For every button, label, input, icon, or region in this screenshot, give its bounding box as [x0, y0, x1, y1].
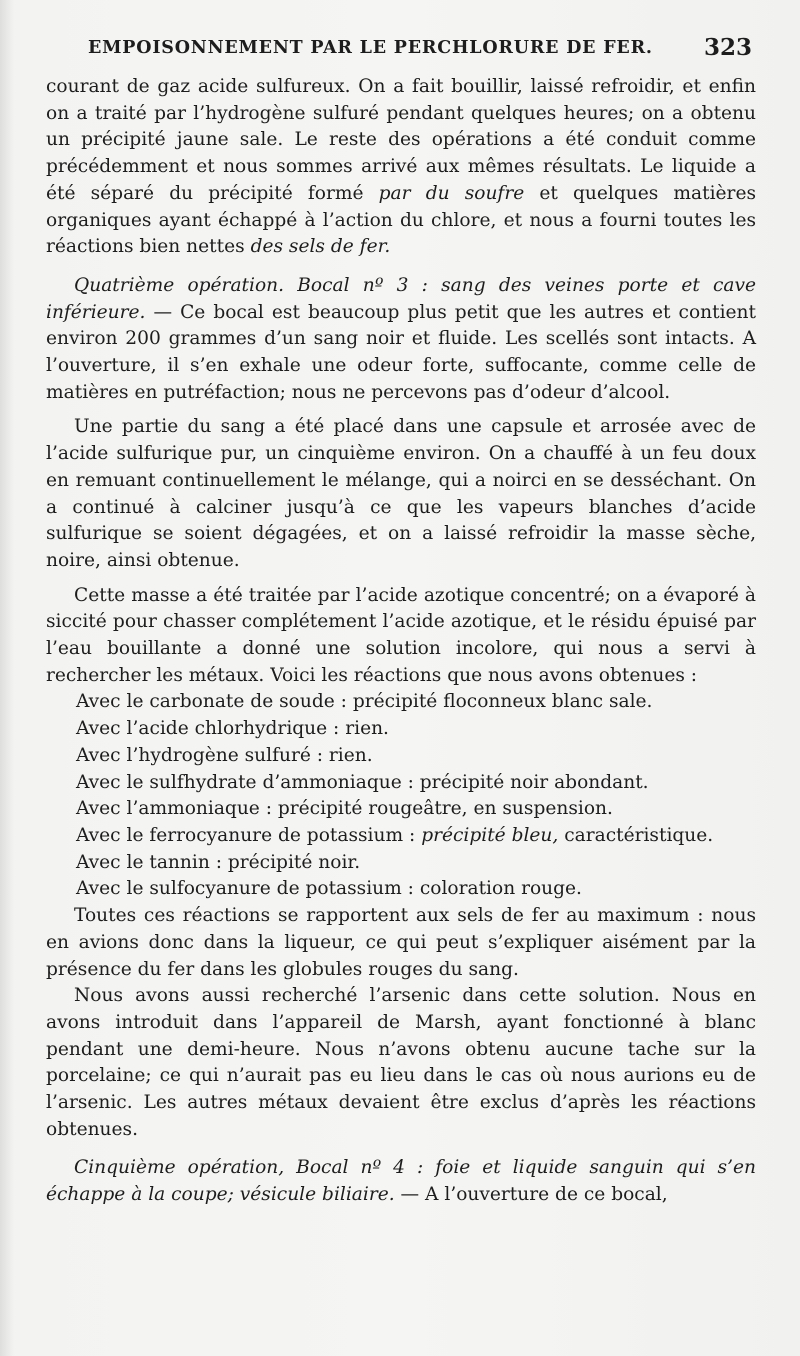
reaction-item: Avec le sulfocyanure de potassium : coloration rouge.	[76, 878, 582, 900]
reaction-item: Avec l’acide chlorhydrique : rien.	[76, 718, 389, 740]
paragraph-3: Une partie du sang a été placé dans une capsule et arrosée avec de l’acide sulfurique pur, un cinquième environ. On a chauffé à un feu doux en remuant continuellement le mélange, qui a noirci en se desséchant. On a continué à calciner jusqu’à ce que les vapeurs blanches d’acide sulfurique se soient dégagées, et on a laissé refroidir la masse sèche, noire, ainsi obtenue.	[46, 416, 756, 571]
paragraph-4: Cette masse a été traitée par l’acide azotique concentré; on a évaporé à siccité pour chasser complétement l’acide azotique, et le résidu épuisé par l’eau bouillante a donné une solution incolore, qui nous a servi à rechercher les métaux. Voici les réactions que nous avons obtenues :	[46, 584, 756, 686]
paragraph-quatrieme-operation: Quatrième opération. Bocal nº 3 : sang des veines porte et cave inférieure. — Ce bocal est beaucoup plus petit que les autres et contient environ 200 grammes d’un sang noir et fluide. Les scellés sont intacts. A l’ouverture, il s’en exhale une odeur forte, suffocante, comme celle de matières en putréfaction; nous ne percevons pas d’odeur d’alcool.	[46, 274, 756, 403]
reaction-item: Avec le sulfhydrate d’ammoniaque : précipité noir abondant.	[76, 771, 649, 793]
paragraph-1: courant de gaz acide sulfureux. On a fait bouillir, laissé refroidir, et enfin on a traité par l’hydrogène sulfuré pendant quelques heures; on a obtenu un précipité jaune sale. Le reste des opérations a été conduit comme précédemment et nous sommes arrivé aux mêmes résultats. Le liquide a été séparé du précipité formé par du soufre et quelques matières organiques ayant échappé à l’action du chlore, et nous a fourni toutes les réactions bien nettes des sels de fer.	[46, 76, 756, 258]
reaction-item: Avec l’ammoniaque : précipité rougeâtre, en suspension.	[76, 798, 613, 820]
running-title: EMPOISONNEMENT PAR LE PERCHLORURE DE FER.	[88, 38, 653, 58]
page-header	[88, 36, 756, 66]
page-number: 323	[703, 34, 752, 61]
reactions-list	[46, 689, 756, 903]
paragraph-6: Nous avons aussi recherché l’arsenic dans cette solution. Nous en avons introduit dans l’appareil de Marsh, ayant fonctionné à blanc pendant une demi-heure. Nous n’avons obtenu aucune tache sur la porcelaine; ce qui n’aurait pas eu lieu dans le cas où nous aurions eu de l’arsenic. Les autres métaux devaient être exclus d’après les réactions obtenues.	[46, 985, 756, 1140]
reaction-item: Avec le ferrocyanure de potassium : précipité bleu, caractéristique.	[76, 824, 714, 846]
body-text	[46, 74, 756, 1209]
reaction-item: Avec le tannin : précipité noir.	[76, 851, 361, 873]
reaction-item: Avec l’hydrogène sulfuré : rien.	[76, 744, 373, 766]
paragraph-5: Toutes ces réactions se rapportent aux sels de fer au maximum : nous en avions donc dans la liqueur, ce qui peut s’expliquer aisément par la présence du fer dans les globules rouges du sang.	[46, 905, 756, 980]
reaction-item: Avec le carbonate de soude : précipité floconneux blanc sale.	[76, 691, 653, 713]
paragraph-cinquieme-operation: Cinquième opération, Bocal nº 4 : foie et liquide sanguin qui s’en échappe à la coupe; vésicule biliaire. — A l’ouverture de ce bocal,	[46, 1157, 756, 1206]
